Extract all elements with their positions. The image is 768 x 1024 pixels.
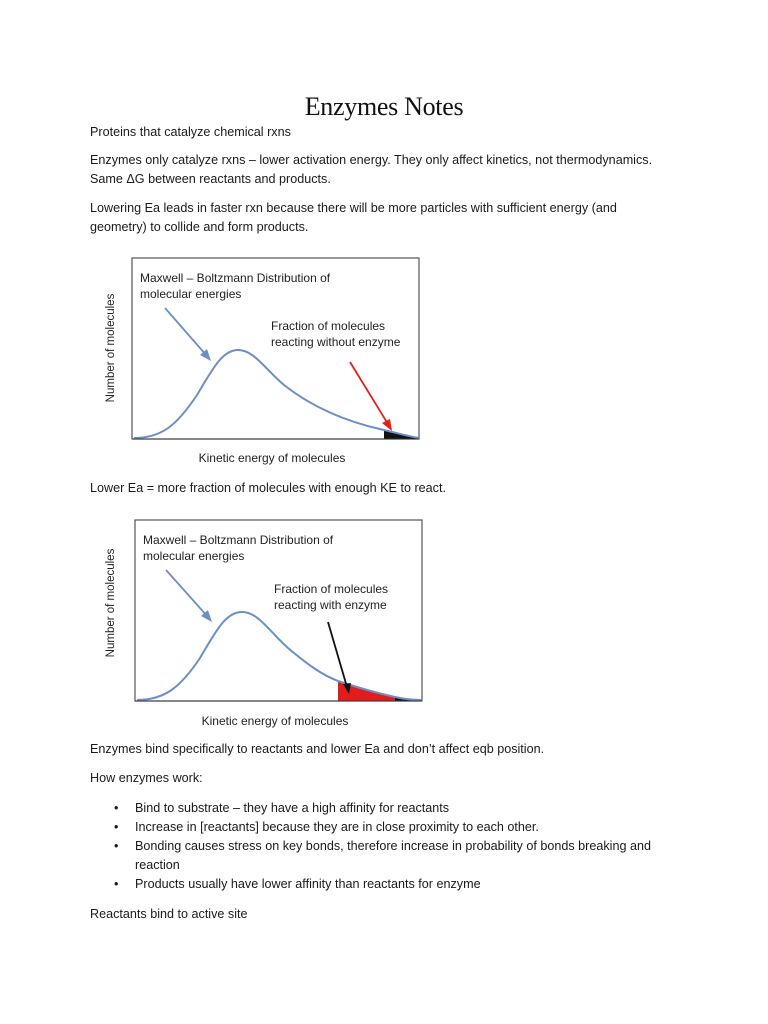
paragraph-text: Reactants bind to active site: [90, 907, 248, 921]
figure2-x-axis-label: Kinetic energy of molecules: [201, 714, 349, 728]
list-item-line: Increase in [reactants] because they are in close proximity to each other.: [135, 820, 539, 834]
paragraph-how-enzymes-work: [90, 769, 680, 788]
paragraph-line: Same ΔG between reactants and products.: [90, 172, 331, 186]
figure2-title-line2: molecular energies: [143, 549, 245, 563]
paragraph-active-site: [90, 905, 680, 924]
figure1-annotation-line2: reacting without enzyme: [271, 335, 401, 349]
bullet-list: [90, 799, 690, 894]
figure2-y-axis-label: Number of molecules: [105, 548, 117, 658]
paragraph-catalyze: [90, 151, 680, 189]
figure2-svg: [92, 512, 432, 734]
bullet-dot: •: [114, 877, 119, 891]
page-title: Enzymes Notes: [304, 92, 464, 121]
paragraph-text: Lower Ea = more fraction of molecules with enough KE to react.: [90, 481, 446, 495]
list-item-line: Bonding causes stress on key bonds, therefore increase in probability of bonds breaking and: [135, 839, 651, 853]
list-item-line: reaction: [135, 858, 180, 872]
figure-distribution-with-enzyme: [92, 512, 432, 734]
list-item: [90, 799, 690, 818]
figure2-annotation-line2: reacting with enzyme: [274, 598, 387, 612]
figure2-annotation-line1: Fraction of molecules: [274, 582, 389, 596]
bullet-dot: •: [114, 820, 119, 834]
figure1-x-axis-label: Kinetic energy of molecules: [198, 451, 346, 465]
paragraph-lowering-ea: [90, 199, 680, 237]
figure1-y-axis-label: Number of molecules: [105, 293, 117, 403]
list-item: [90, 837, 690, 875]
figure-distribution-without-enzyme: [92, 250, 432, 472]
paragraph-text: Proteins that catalyze chemical rxns: [90, 125, 291, 139]
paragraph-proteins: [90, 123, 680, 142]
figure2-title-line1: Maxwell – Boltzmann Distribution of: [143, 533, 334, 547]
paragraph-bind-specifically: [90, 740, 680, 759]
paragraph-text: Enzymes bind specifically to reactants and lower Ea and don’t affect eqb position.: [90, 742, 545, 756]
figure1-title-line1: Maxwell – Boltzmann Distribution of: [140, 271, 331, 285]
figure1-title-line2: molecular energies: [140, 287, 242, 301]
paragraph-lower-ea: [90, 479, 680, 498]
bullet-dot: •: [114, 839, 119, 853]
list-item-line: Bind to substrate – they have a high affinity for reactants: [135, 801, 450, 815]
list-item: [90, 875, 690, 894]
paragraph-line: Lowering Ea leads in faster rxn because there will be more particles with sufficient energy (and: [90, 201, 617, 215]
figure1-svg: [92, 250, 432, 472]
figure1-annotation-line1: Fraction of molecules: [271, 319, 386, 333]
paragraph-line: Enzymes only catalyze rxns – lower activation energy. They only affect kinetics, not thermodynamics.: [90, 153, 653, 167]
bullet-dot: •: [114, 801, 119, 815]
list-item: [90, 818, 690, 837]
paragraph-text: How enzymes work:: [90, 771, 203, 785]
list-item-line: Products usually have lower affinity than reactants for enzyme: [135, 877, 481, 891]
paragraph-line: geometry) to collide and form products.: [90, 220, 309, 234]
